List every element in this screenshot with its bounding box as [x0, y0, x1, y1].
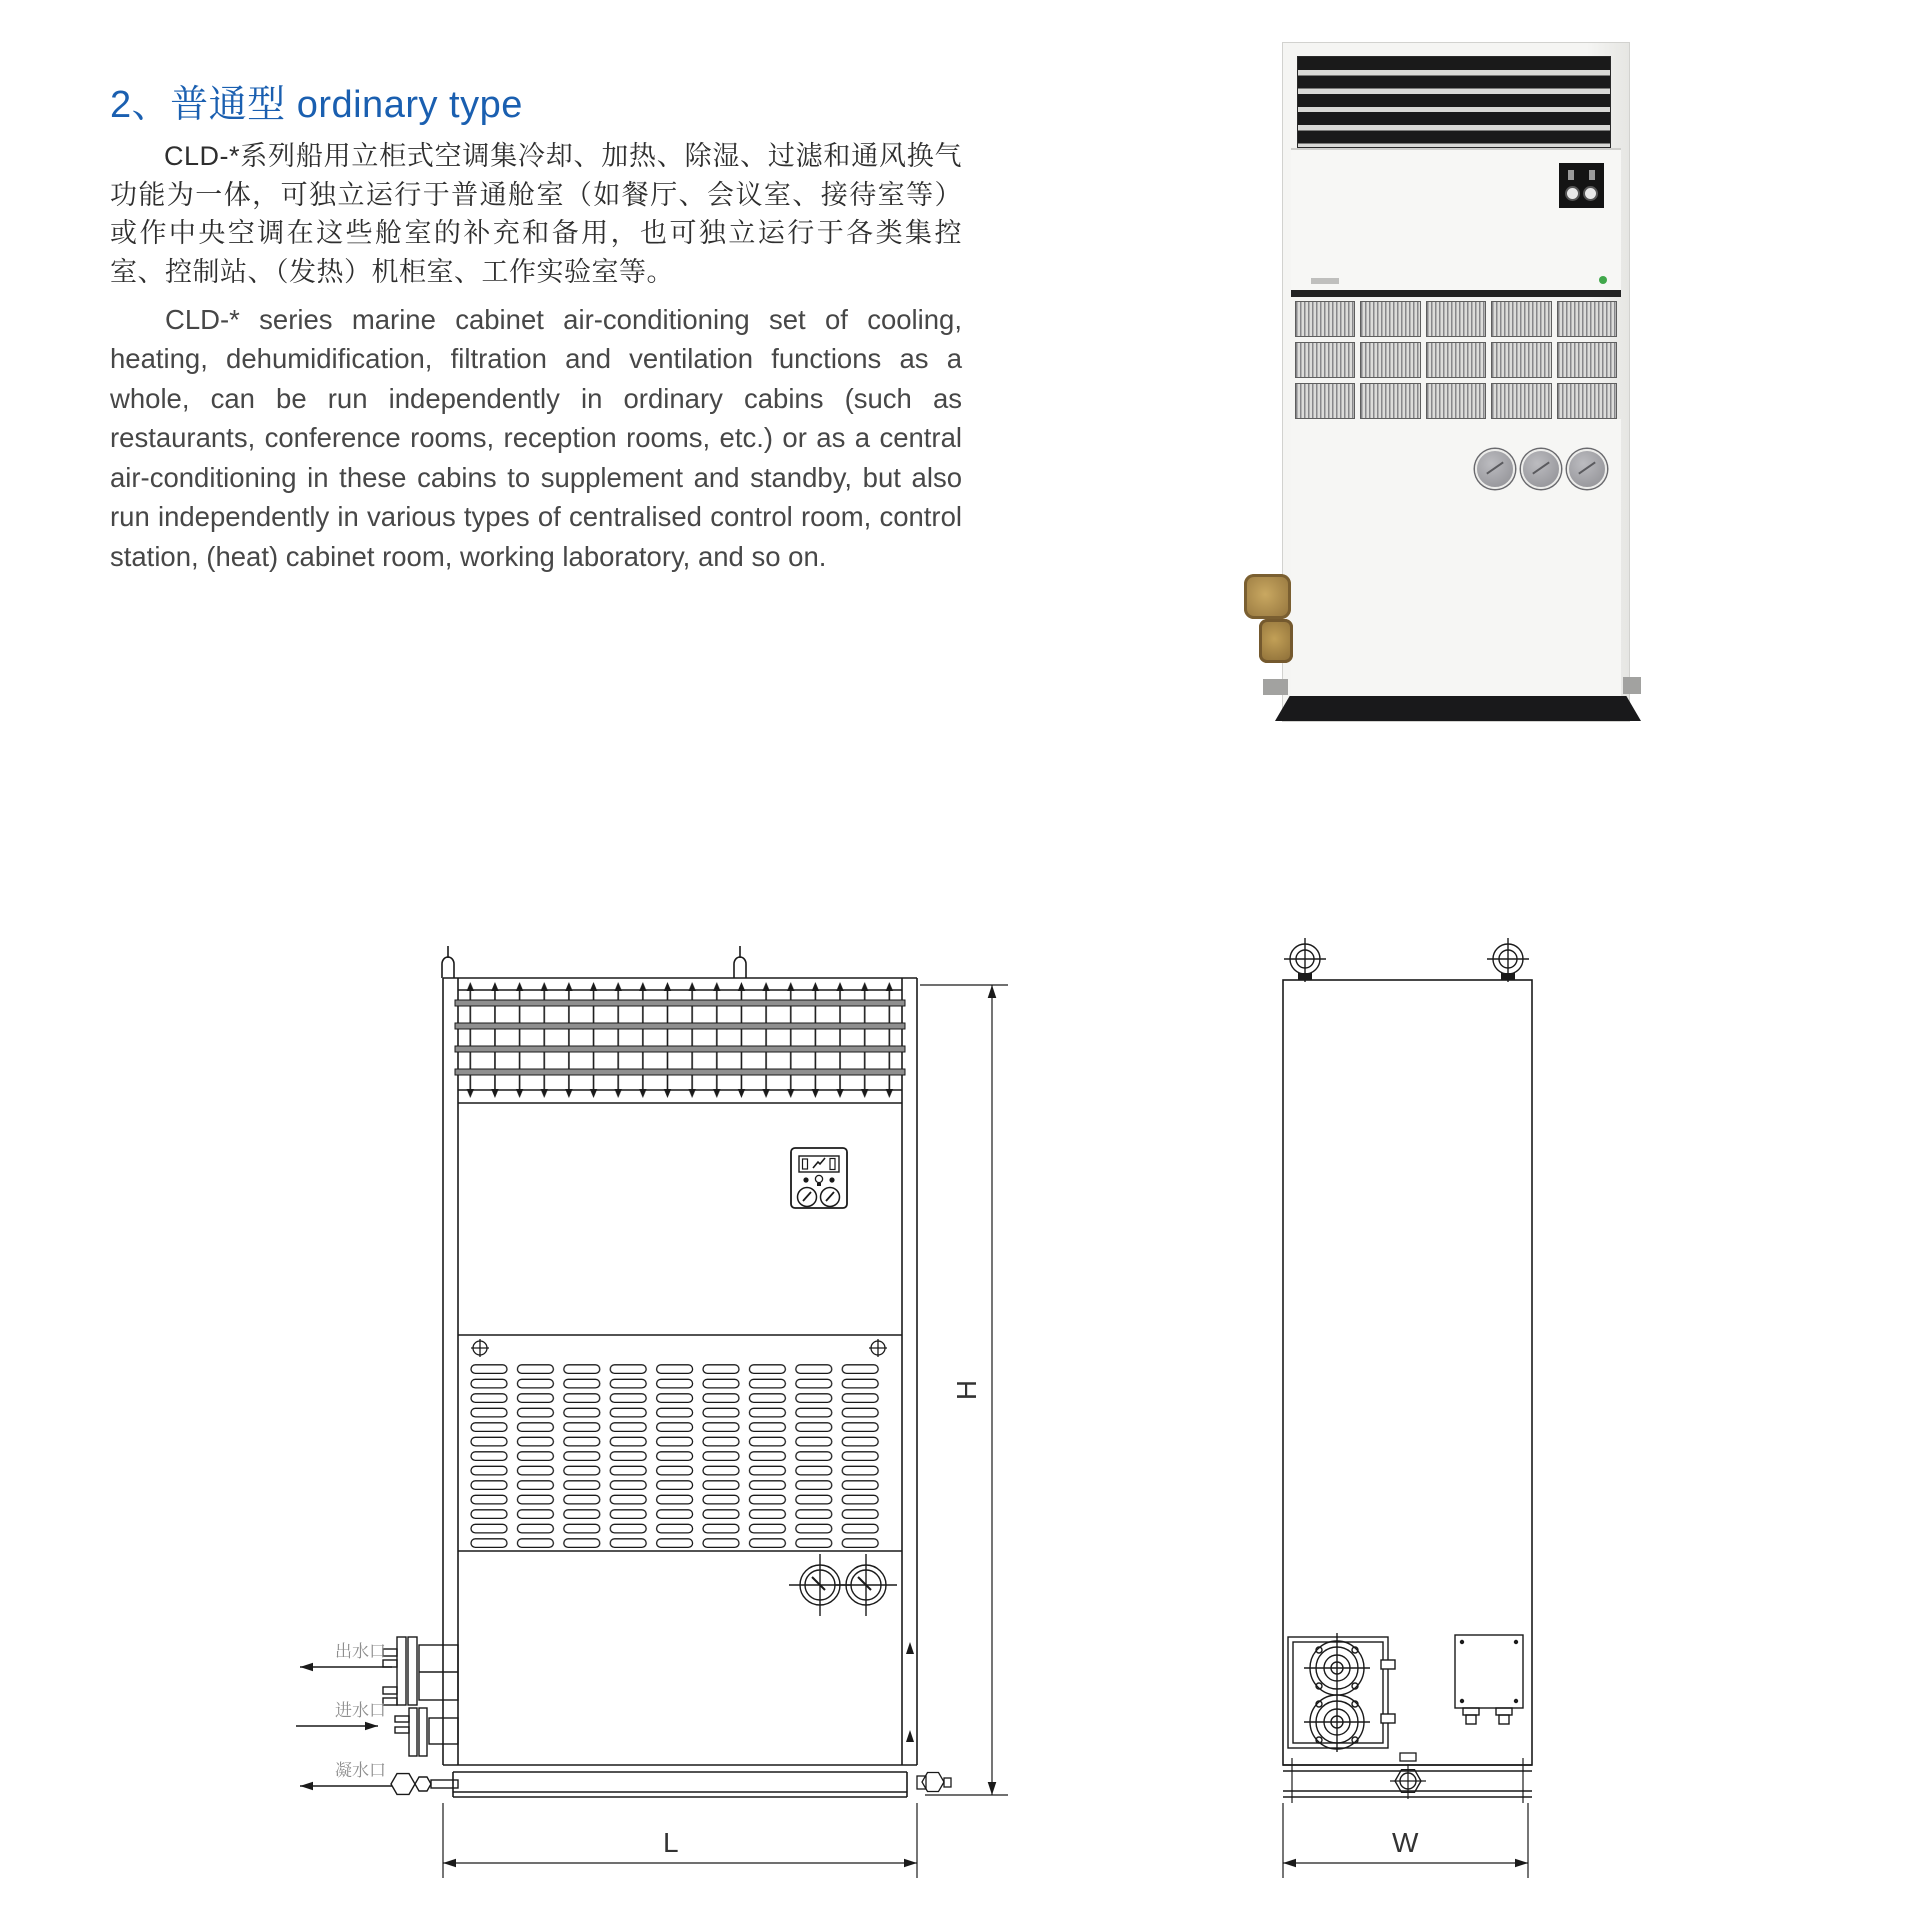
dim-label-H: H	[951, 1379, 982, 1401]
intro-paragraph-zh: CLD-*系列船用立柜式空调集冷却、加热、除湿、过滤和通风换气功能为一体，可独立运行于普通舱室（如餐厅、会议室、接待室等）或作中央空调在这些舱室的补充和备用，也可独立运行于各类集控室、控制站、（发热）机柜室、工作实验室等。	[110, 141, 962, 287]
side-fan-box	[1288, 1633, 1395, 1752]
side-view-drawing	[1283, 938, 1532, 1878]
panel-screw-icon	[471, 1339, 887, 1357]
dim-label-W: W	[1392, 1827, 1419, 1858]
lifting-lug-icon	[442, 946, 746, 978]
water-flange-assembly	[383, 1637, 458, 1756]
page-title: 2、普通型 ordinary type	[110, 84, 523, 127]
dimension-length	[443, 1803, 917, 1878]
arrow-right-icon	[365, 1722, 378, 1731]
dimension-width	[1283, 1803, 1528, 1878]
intro-paragraph-en: CLD-* series marine cabinet air-conditioning set of cooling, heating, dehumidification, filtration and ventilation functions as a whole, can be run independently in ordinary cabins (such as restaurants, conference rooms, reception rooms, etc.) or as a central air-conditioning in these cabins to supplement and standby, but also run independently in various types of centralised control room, control station, (heat) cabinet room, working laboratory, and so on.	[110, 303, 962, 572]
port-label-water-inlet: 进水口	[335, 1701, 386, 1720]
port-label-condensate-outlet: 凝水口	[335, 1761, 386, 1780]
front-louver-grille	[467, 1362, 885, 1551]
port-labels	[296, 1642, 392, 1790]
port-label-water-outlet: 出水口	[335, 1642, 386, 1661]
front-control-panel	[791, 1148, 847, 1208]
condensate-fitting	[391, 1774, 458, 1795]
front-mesh-grille	[455, 982, 905, 1103]
side-base	[1283, 1758, 1532, 1803]
sight-gauge-icon	[789, 1554, 897, 1616]
front-view-drawing	[296, 946, 1008, 1878]
arrow-left-icon	[300, 1782, 313, 1791]
dim-label-L: L	[663, 1827, 679, 1858]
dimension-height	[920, 985, 1008, 1795]
front-base	[443, 1765, 951, 1797]
arrow-left-icon	[300, 1663, 313, 1672]
side-junction-box	[1455, 1635, 1523, 1724]
eyebolt-icon	[1284, 938, 1529, 982]
